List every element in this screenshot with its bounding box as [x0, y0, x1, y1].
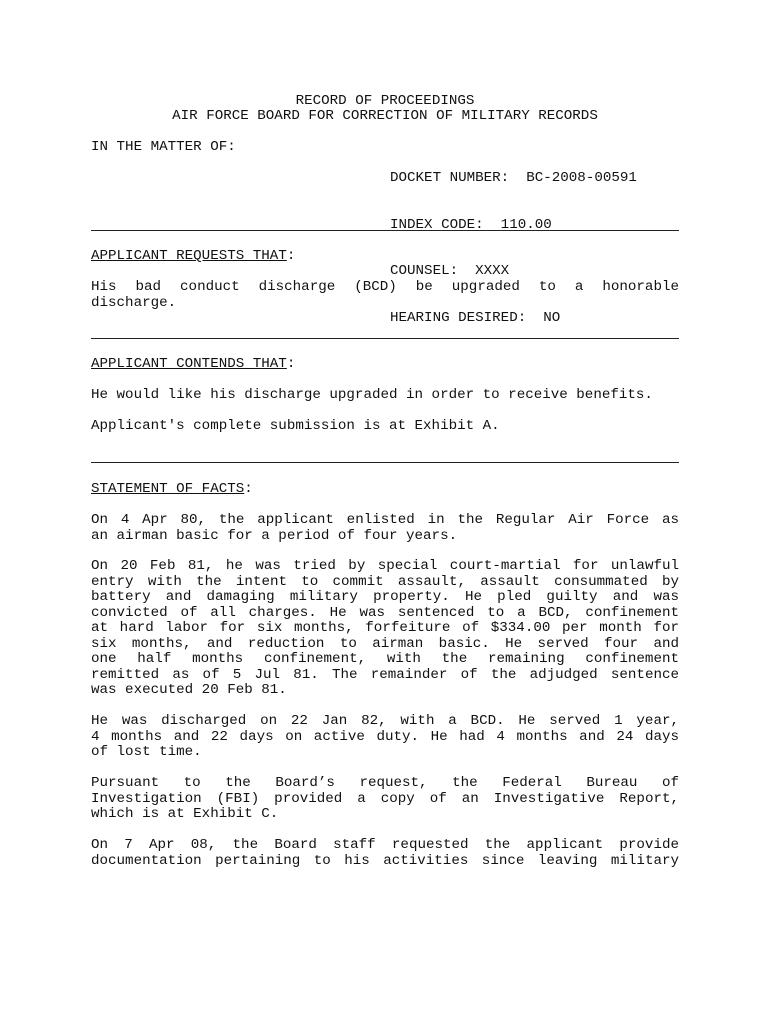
- board-name: AIR FORCE BOARD FOR CORRECTION OF MILITARY RECORDS: [172, 108, 598, 124]
- document-title: RECORD OF PROCEEDINGS: [295, 93, 475, 109]
- facts-paragraph-4: Pursuant to the Board’s request, the Federal Bureau of Investigation (FBI) provided a copy of an Investigative Report, which is at Exhibit C.: [91, 775, 679, 822]
- docket-number: DOCKET NUMBER: BC-2008-00591: [390, 170, 637, 186]
- matter-label: IN THE MATTER OF:: [91, 139, 236, 155]
- facts-paragraph-1: On 4 Apr 80, the applicant enlisted in the Regular Air Force as an airman basic for a period of four years.: [91, 512, 679, 544]
- facts-heading: STATEMENT OF FACTS:: [91, 481, 253, 497]
- hearing-desired: HEARING DESIRED: NO: [390, 309, 561, 326]
- section-divider: [91, 230, 679, 231]
- submission-paragraph: Applicant's complete submission is at Exhibit A.: [91, 418, 500, 434]
- contends-heading: APPLICANT CONTENDS THAT:: [91, 356, 296, 372]
- facts-paragraph-5: On 7 Apr 08, the Board staff requested the applicant provide documentation pertaining to his activities since leaving military: [91, 837, 679, 869]
- facts-paragraph-3: He was discharged on 22 Jan 82, with a BCD. He served 1 year, 4 months and 22 days on active duty. He had 4 months and 24 days of lost time.: [91, 713, 679, 760]
- requests-paragraph: His bad conduct discharge (BCD) be upgraded to a honorable discharge.: [91, 279, 679, 311]
- counsel: COUNSEL: XXXX: [390, 263, 510, 279]
- contends-paragraph: He would like his discharge upgraded in order to receive benefits.: [91, 387, 653, 403]
- case-info-block: [390, 140, 637, 357]
- section-divider: [91, 338, 679, 339]
- requests-heading: APPLICANT REQUESTS THAT:: [91, 248, 296, 264]
- index-code: INDEX CODE: 110.00: [390, 216, 552, 233]
- facts-paragraph-2: On 20 Feb 81, he was tried by special court-martial for unlawful entry with the intent to commit assault, assault consummated by battery and damaging military property. He pled guilty and was convicted of all charges. He was sentenced to a BCD, confinement at hard labor for six months, forfeiture of $334.00 per month for six months, and reduction to airman basic. He served four and one half months confinement, with the remaining confinement remitted as of 5 Jul 81. The remainder of the adjudged sentence was executed 20 Feb 81.: [91, 558, 679, 698]
- section-divider: [91, 462, 679, 463]
